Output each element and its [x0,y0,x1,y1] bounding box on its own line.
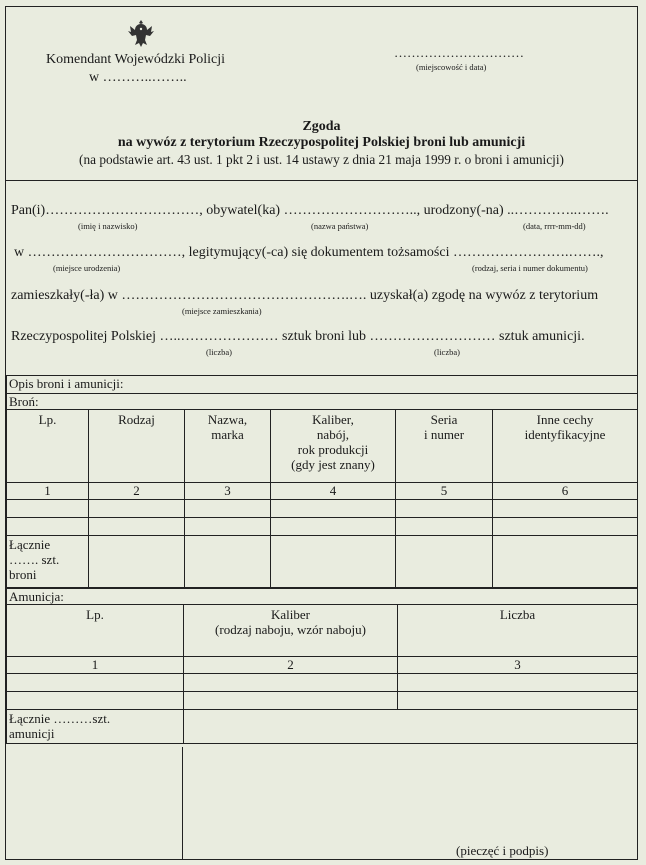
weapons-header-serial: Seria i numer [396,410,493,483]
title-line2: na wywóz z terytorium Rzeczypospolitej Polskiej broni lub amunicji [117,135,526,150]
weapons-header-other: Inne cechy identyfikacyjne [493,410,638,483]
signature-caption: (pieczęć i podpis) [456,843,549,858]
weapons-total-row [7,536,638,588]
weapons-cell[interactable] [89,518,185,536]
weapons-col-number: 1 [7,483,89,500]
ammo-empty-row [7,692,638,710]
weapons-col-number: 5 [396,483,493,500]
description-label: Opis broni i amunicji: [7,376,638,394]
caption-count-weapons: (liczba) [206,347,232,357]
ammo-section-label: Amunicja: [7,589,638,605]
weapons-cell[interactable] [493,518,638,536]
caption-document: (rodzaj, seria i numer dokumentu) [472,263,588,273]
ammo-cell[interactable] [184,692,398,710]
weapons-header-caliber: Kaliber, nabój, rok produkcji (gdy jest znany) [271,410,396,483]
caption-name: (imię i nazwisko) [78,221,138,231]
weapons-empty-row [7,518,638,536]
weapons-cell[interactable] [396,518,493,536]
ammo-cell[interactable] [7,674,184,692]
weapons-cell[interactable] [185,500,271,518]
weapons-cell[interactable] [7,518,89,536]
weapons-table [6,375,638,588]
weapons-total-label: Łącznie ……. szt. broni [7,536,89,588]
ammo-col-number: 3 [398,657,638,674]
weapons-header-lp: Lp. [7,410,89,483]
ammo-total-row [7,710,638,744]
divider [6,180,637,181]
ammo-cell[interactable] [184,674,398,692]
birthplace-line: w ……………………………, legitymujący(-ca) się dokumentem tożsamości …………………….……., [14,245,604,260]
ammo-header-caliber: Kaliber (rodzaj naboju, wzór naboju) [184,605,398,657]
weapons-empty-row [7,500,638,518]
weapons-section-label: Broń: [7,394,638,410]
title-line1: Zgoda [302,119,341,134]
ammo-col-number: 2 [184,657,398,674]
caption-birthplace: (miejsce urodzenia) [53,263,121,273]
ammo-number-row [7,657,638,674]
weapons-cell[interactable] [185,518,271,536]
caption-residence: (miejsce zamieszkania) [182,306,262,316]
authority-line2: w ………..…….. [89,70,187,85]
weapons-header-type: Rodzaj [89,410,185,483]
weapons-cell[interactable] [271,536,396,588]
person-line: Pan(i)……………………………, obywatel(ka) ……………………….., urodzony(-na) ..…………..……. [11,203,609,218]
place-date-caption: (miejscowość i data) [416,62,487,72]
weapons-number-row [7,483,638,500]
weapons-cell[interactable] [89,536,185,588]
weapons-col-number: 3 [185,483,271,500]
weapons-cell[interactable] [185,536,271,588]
weapons-cell[interactable] [271,518,396,536]
ammo-col-number: 1 [7,657,184,674]
authority-line1: Komendant Wojewódzki Policji [46,52,226,67]
polish-eagle-emblem-icon [126,17,156,49]
ammo-cell[interactable] [7,692,184,710]
weapons-cell[interactable] [493,536,638,588]
weapons-col-number: 4 [271,483,396,500]
weapons-header-brand: Nazwa, marka [185,410,271,483]
ammo-section-row [7,589,638,605]
ammo-cell[interactable] [398,692,638,710]
ammo-header-count: Liczba [398,605,638,657]
place-date-dots: ………………………… [394,45,524,60]
signature-divider [182,747,183,859]
weapons-col-number: 6 [493,483,638,500]
ammo-table [6,588,638,744]
weapons-cell[interactable] [493,500,638,518]
weapons-header-row [7,410,638,483]
weapons-cell[interactable] [89,500,185,518]
ammo-empty-row [7,674,638,692]
weapons-cell[interactable] [396,536,493,588]
weapons-col-number: 2 [89,483,185,500]
caption-count-ammo: (liczba) [434,347,460,357]
weapons-section-row [7,394,638,410]
count-line: Rzeczypospolitej Polskiej …..………………… sztuk broni lub ……………………… sztuk amunicji. [11,329,585,344]
ammo-total-cell[interactable] [184,710,638,744]
ammo-header-row [7,605,638,657]
weapons-cell[interactable] [271,500,396,518]
weapons-cell[interactable] [396,500,493,518]
title-line3: (na podstawie art. 43 ust. 1 pkt 2 i ust. 14 ustawy z dnia 21 maja 1999 r. o broni i amunicji) [79,152,564,167]
weapons-cell[interactable] [7,500,89,518]
ammo-cell[interactable] [398,674,638,692]
ammo-total-label: Łącznie ………szt. amunicji [7,710,184,744]
caption-country: (nazwa państwa) [311,221,369,231]
permit-form [5,6,638,860]
description-label-row [7,376,638,394]
residence-line: zamieszkały(-ła) w ………………………………………….…. uzyskał(a) zgodę na wywóz z terytorium [11,288,599,303]
caption-birthdate: (data, rrrr-mm-dd) [523,221,586,231]
ammo-header-lp: Lp. [7,605,184,657]
